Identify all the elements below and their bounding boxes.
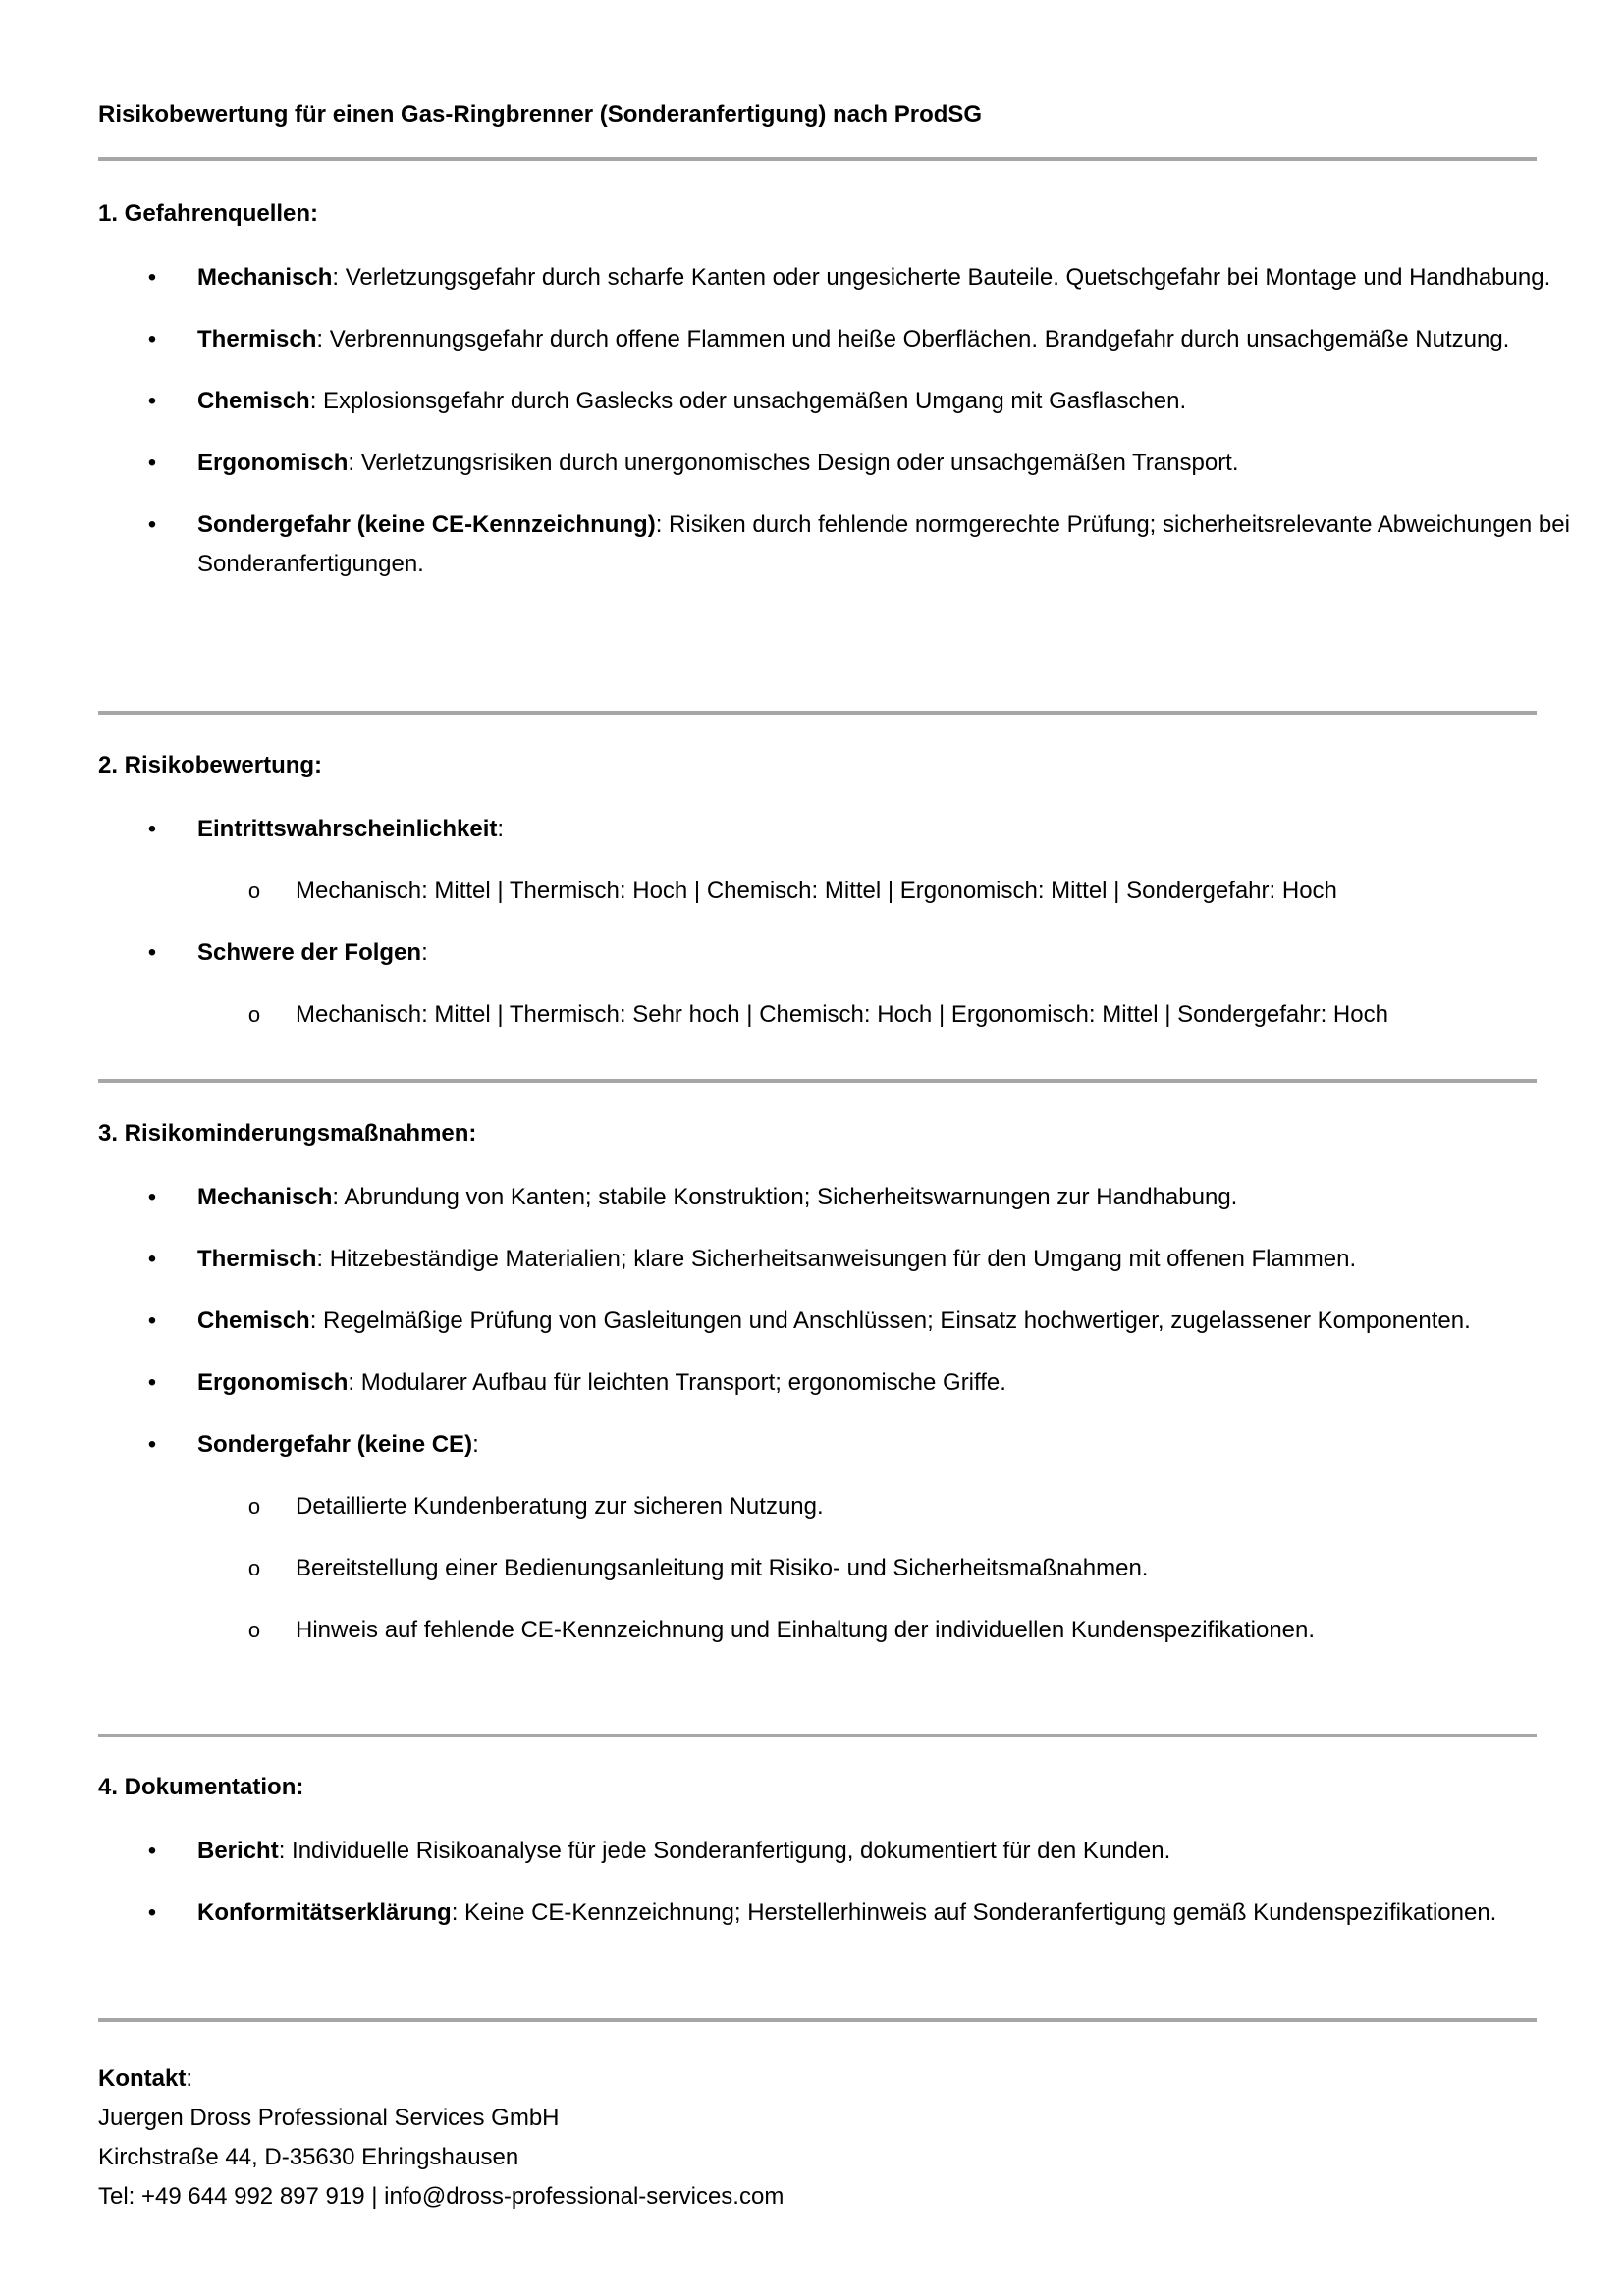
item-text: : (497, 816, 505, 842)
section-heading: 1. Gefahrenquellen: (98, 200, 319, 227)
sub-item-text: Mechanisch: Mittel | Thermisch: Hoch | Chemisch: Mittel | Ergonomisch: Mittel | Sondergefahr: Hoch (296, 878, 1337, 904)
item-text: : (421, 939, 428, 966)
list-item (98, 1832, 1601, 1871)
item-label: Konformitätserklärung (197, 1899, 452, 1926)
sub-list (98, 1487, 1537, 1650)
section-heading: 3. Risikominderungsmaßnahmen: (98, 1120, 477, 1147)
sub-item-text: Mechanisch: Mittel | Thermisch: Sehr hoch | Chemisch: Hoch | Ergonomisch: Mittel | Sondergefahr: Hoch (296, 1001, 1388, 1028)
company-address: Kirchstraße 44, D-35630 Ehringshausen (98, 2144, 519, 2170)
bullet-icon: • (147, 1369, 157, 1396)
sub-list-item (98, 1549, 1537, 1588)
sub-list-item (98, 995, 1537, 1035)
contact-heading-colon: : (186, 2065, 193, 2092)
circle-bullet-icon: o (247, 1556, 261, 1580)
bullet-icon: • (147, 1838, 157, 1864)
item-text: : Abrundung von Kanten; stabile Konstruktion; Sicherheitswarnungen zur Handhabung. (332, 1184, 1238, 1210)
bullet-icon: • (147, 939, 157, 966)
sub-list (98, 995, 1537, 1035)
section-heading: 4. Dokumentation: (98, 1774, 304, 1800)
documentation-list (98, 1832, 1537, 1933)
bullet-icon: • (147, 326, 157, 352)
section-hazards (98, 199, 1570, 584)
bullet-icon: • (147, 1308, 157, 1334)
contact-heading (98, 2059, 784, 2099)
item-label: Eintrittswahrscheinlichkeit (197, 816, 498, 842)
sub-list (98, 872, 1537, 911)
list-item (98, 444, 1601, 483)
horizontal-rule (98, 711, 1537, 715)
bullet-icon: • (147, 1246, 157, 1272)
item-text: : (472, 1431, 479, 1458)
sub-item-text: Detaillierte Kundenberatung zur sicheren Nutzung. (296, 1493, 824, 1520)
list-item (98, 934, 1601, 973)
list-item (98, 1240, 1601, 1279)
section-measures (98, 1119, 1537, 1650)
measures-list (98, 1178, 1537, 1465)
sub-list-item (98, 1487, 1537, 1526)
item-label: Sondergefahr (keine CE-Kennzeichnung) (197, 511, 656, 538)
bullet-icon: • (147, 1184, 157, 1210)
item-text: : Keine CE-Kennzeichnung; Herstellerhinweis auf Sonderanfertigung gemäß Kundenspezifikationen. (451, 1899, 1497, 1926)
list-item (98, 506, 1601, 584)
list-item (98, 1894, 1601, 1933)
bullet-icon: • (147, 816, 157, 842)
list-item (98, 810, 1601, 849)
item-text: : Verletzungsrisiken durch unergonomisches Design oder unsachgemäßen Transport. (348, 450, 1239, 476)
bullet-icon: • (147, 388, 157, 414)
list-item (98, 1363, 1601, 1403)
bullet-icon: • (147, 264, 157, 291)
circle-bullet-icon: o (247, 879, 261, 903)
list-item (98, 382, 1601, 421)
horizontal-rule (98, 1734, 1537, 1737)
bullet-icon: • (147, 450, 157, 476)
contact-block (98, 2059, 784, 2216)
section-heading: 2. Risikobewertung: (98, 752, 323, 778)
item-text: : Verbrennungsgefahr durch offene Flammen und heiße Oberflächen. Brandgefahr durch unsachgemäße Nutzung. (316, 326, 1510, 352)
sub-item-text: Bereitstellung einer Bedienungsanleitung mit Risiko- und Sicherheitsmaßnahmen. (296, 1555, 1149, 1581)
list-item (98, 320, 1601, 359)
contact-heading-label: Kontakt (98, 2065, 187, 2092)
list-item (98, 1178, 1601, 1217)
item-text: : Verletzungsgefahr durch scharfe Kanten oder ungesicherte Bauteile. Quetschgefahr bei Montage und Handhabung. (332, 264, 1551, 291)
item-label: Chemisch (197, 1308, 310, 1334)
item-text: : Hitzebeständige Materialien; klare Sicherheitsanweisungen für den Umgang mit offenen Flammen. (316, 1246, 1357, 1272)
sub-list-item (98, 1611, 1537, 1650)
item-label: Mechanisch (197, 264, 333, 291)
horizontal-rule (98, 157, 1537, 161)
item-label: Ergonomisch (197, 450, 349, 476)
bullet-icon: • (147, 1431, 157, 1458)
hazard-list (98, 258, 1570, 584)
item-label: Schwere der Folgen (197, 939, 422, 966)
item-text: : Modularer Aufbau für leichten Transport; ergonomische Griffe. (348, 1369, 1006, 1396)
assessment-list (98, 810, 1537, 849)
sub-list-item (98, 872, 1537, 911)
item-label: Mechanisch (197, 1184, 333, 1210)
item-label: Thermisch (197, 326, 317, 352)
company-name: Juergen Dross Professional Services GmbH (98, 2105, 560, 2131)
item-text: : Regelmäßige Prüfung von Gasleitungen und Anschlüssen; Einsatz hochwertiger, zugelassener Komponenten. (309, 1308, 1471, 1334)
item-label: Ergonomisch (197, 1369, 349, 1396)
document-page (98, 0, 1570, 2296)
sub-item-text: Hinweis auf fehlende CE-Kennzeichnung und Einhaltung der individuellen Kundenspezifikationen. (296, 1617, 1316, 1643)
item-label: Chemisch (197, 388, 310, 414)
section-documentation (98, 1773, 1537, 1933)
item-label: Sondergefahr (keine CE) (197, 1431, 473, 1458)
bullet-icon: • (147, 511, 157, 538)
horizontal-rule (98, 1079, 1537, 1083)
item-label: Thermisch (197, 1246, 317, 1272)
bullet-icon: • (147, 1899, 157, 1926)
list-item (98, 258, 1601, 297)
item-text: : Risiken durch fehlende normgerechte Prüfung; sicherheitsrelevante Abweichungen bei Sonderanfertigungen. (197, 511, 1570, 577)
assessment-list (98, 934, 1537, 973)
item-text: : Explosionsgefahr durch Gaslecks oder unsachgemäßen Umgang mit Gasflaschen. (309, 388, 1187, 414)
horizontal-rule (98, 2018, 1537, 2022)
circle-bullet-icon: o (247, 1002, 261, 1027)
item-label: Bericht (197, 1838, 279, 1864)
document-title: Risikobewertung für einen Gas-Ringbrenner (Sonderanfertigung) nach ProdSG (98, 101, 983, 128)
phone-email: Tel: +49 644 992 897 919 | info@dross-professional-services.com (98, 2183, 785, 2210)
circle-bullet-icon: o (247, 1494, 261, 1519)
item-text: : Individuelle Risikoanalyse für jede Sonderanfertigung, dokumentiert für den Kunden. (278, 1838, 1171, 1864)
circle-bullet-icon: o (247, 1618, 261, 1642)
list-item (98, 1425, 1601, 1465)
list-item (98, 1302, 1601, 1341)
section-assessment (98, 751, 1537, 1035)
